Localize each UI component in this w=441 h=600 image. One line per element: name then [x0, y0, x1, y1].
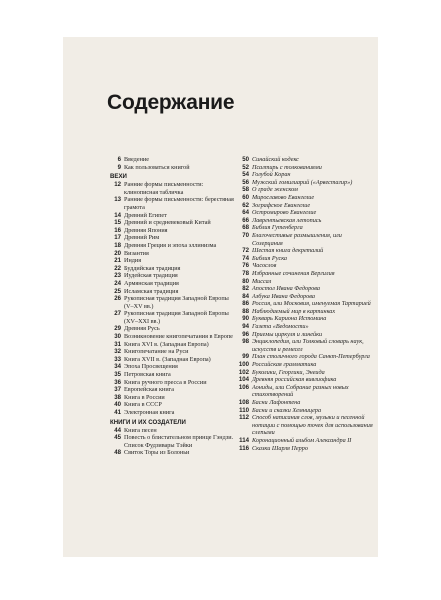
- toc-entry: [107, 234, 235, 242]
- page-number: 110: [239, 406, 249, 414]
- toc-entry: [232, 278, 374, 286]
- entry-title: Буддийская традиция: [124, 264, 181, 272]
- page-number: 104: [238, 376, 249, 384]
- entry-title: Способ написания слов, музыки и песенной нотации с помощью точек для использования слепыми: [252, 414, 373, 437]
- page-number: 74: [242, 254, 249, 262]
- toc-entry: [232, 247, 374, 255]
- entry-title: План столичного города Санкт-Петербурга: [252, 353, 370, 361]
- page-number: 13: [114, 196, 121, 204]
- toc-entry: [232, 331, 374, 339]
- toc-entry: [107, 250, 235, 258]
- toc-entry: [107, 434, 235, 449]
- page-number: 9: [117, 163, 121, 171]
- entry-title: Газета «Ведомости»: [252, 323, 309, 331]
- page-number: 14: [114, 211, 121, 219]
- entry-title: Голубой Коран: [252, 171, 291, 179]
- entry-title: Мужский гомилиарий («Арвестагир»): [252, 178, 353, 186]
- toc-entry: [232, 179, 374, 187]
- entry-title: Древняя Греция и эпоха эллинизма: [124, 241, 217, 249]
- entry-title: Книга XVII в. (Западная Европа): [124, 355, 211, 363]
- page-number: 106: [238, 383, 249, 391]
- entry-title: Букварь Кариона Истомина: [252, 315, 327, 323]
- page-number: 45: [114, 434, 121, 442]
- toc-entry: [232, 186, 374, 194]
- entry-title: Энциклопедия, или Толковый словарь наук, искусств и ремесел: [252, 338, 364, 353]
- page-number: 54: [242, 171, 249, 179]
- toc-entry: [107, 280, 235, 288]
- toc-entry: [232, 338, 374, 353]
- page-number: 64: [242, 209, 249, 217]
- page-number: 108: [238, 399, 249, 406]
- entry-title: Шестая книга декреталий: [252, 247, 324, 255]
- toc-entry: [107, 288, 235, 296]
- section-heading: КНИГИ И ИХ СОЗДАТЕЛИ: [110, 418, 186, 426]
- page-number: 37: [114, 386, 121, 394]
- entry-title: Введение: [124, 156, 149, 163]
- page-number: 27: [114, 310, 121, 318]
- page-number: 78: [242, 269, 249, 277]
- entry-title: Книга песен: [124, 426, 157, 434]
- toc-entry: [232, 209, 374, 217]
- entry-title: Псалтирь с толкованиями: [252, 163, 322, 171]
- entry-title: Часослов: [252, 262, 277, 270]
- entry-title: Книгопечатание на Руси: [124, 348, 189, 356]
- toc-entry: [107, 156, 235, 164]
- entry-title: Российская грамматика: [252, 361, 317, 369]
- entry-title: Басни и сказки Хемницера: [252, 406, 322, 414]
- entry-title: Наблюдаемый мир в картинках: [252, 307, 336, 315]
- page-number: 76: [242, 262, 249, 270]
- page-number: 29: [114, 325, 121, 333]
- toc-entry: [107, 181, 235, 196]
- toc-entry: [107, 164, 235, 172]
- page-number: 6: [117, 156, 121, 163]
- page-number: 25: [114, 287, 121, 295]
- entry-title: Рукописная традиция Западной Европы (XV–XXI вв.): [124, 310, 229, 325]
- toc-entry: [232, 353, 374, 361]
- toc-entry: [107, 356, 235, 364]
- toc-entry: [232, 171, 374, 179]
- toc-entry: [107, 371, 235, 379]
- entry-title: Лаврентьевская летопись: [252, 216, 322, 224]
- toc-entry: [232, 445, 374, 453]
- page-number: 82: [242, 285, 249, 293]
- toc-entry: [232, 300, 374, 308]
- page-number: 23: [114, 272, 121, 280]
- entry-title: Азбука Ивана Федорова: [252, 292, 315, 300]
- toc-entry: [232, 399, 374, 407]
- page-number: 34: [114, 363, 121, 371]
- entry-title: Остромирово Евангелие: [252, 209, 317, 217]
- page-number: 24: [114, 279, 121, 287]
- toc-entry: [232, 217, 374, 225]
- page-number: 90: [242, 315, 249, 323]
- page-number: 80: [242, 277, 249, 285]
- entry-title: Благочестивые размышления, или Созерцания: [252, 231, 342, 247]
- entry-title: Апостол Ивана Федорова: [252, 285, 320, 293]
- entry-title: Европейская книга: [124, 386, 174, 394]
- toc-entry: [232, 262, 374, 270]
- toc-entry: [107, 341, 235, 349]
- entry-title: Библия Руска: [252, 254, 288, 262]
- toc-entry: [107, 333, 235, 341]
- toc-entry: [107, 265, 235, 273]
- page-number: 32: [114, 348, 121, 356]
- entry-title: Древняя российская вивлиофика: [252, 376, 337, 384]
- page-number: 33: [114, 355, 121, 363]
- entry-title: Древняя Япония: [124, 226, 168, 234]
- page-number: 50: [242, 156, 249, 163]
- entry-title: Свиток Торы из Болоньи: [124, 449, 190, 457]
- entry-title: Книга ручного пресса в России: [124, 378, 207, 386]
- entry-title: Рукописная традиция Западной Европы (V–XV вв.): [124, 295, 229, 310]
- page-number: 15: [114, 219, 121, 227]
- page-number: 31: [114, 340, 121, 348]
- toc-entry: [107, 196, 235, 211]
- entry-title: Повесть о блистательном принце Гэндзи. Список Фудзивары Тэйки: [124, 434, 234, 449]
- toc-entry: [107, 363, 235, 371]
- toc-entry: [107, 386, 235, 394]
- entry-title: Как пользоваться книгой: [124, 163, 190, 171]
- toc-entry: [107, 257, 235, 265]
- entry-title: Избранные сочинения Вергилия: [252, 269, 335, 277]
- page-number: 22: [114, 264, 121, 272]
- page-number: 12: [114, 181, 121, 189]
- entry-title: О граде женском: [252, 186, 298, 194]
- page-number: 52: [242, 163, 249, 171]
- toc-entry: [232, 369, 374, 377]
- page-number: 35: [114, 371, 121, 379]
- toc-entry: [232, 255, 374, 263]
- page-number: 36: [114, 378, 121, 386]
- toc-entry: [232, 270, 374, 278]
- toc-entry: [107, 409, 235, 417]
- toc-entry: [232, 224, 374, 232]
- page-number: 88: [242, 307, 249, 315]
- toc-entry: [232, 285, 374, 293]
- toc-entry: [232, 315, 374, 323]
- entry-title: Миссал: [252, 277, 272, 285]
- page-title: Содержание: [107, 91, 235, 114]
- page-number: 100: [238, 361, 249, 369]
- entry-title: Коронационный альбом Александра II: [252, 436, 352, 444]
- entry-title: Мирославово Евангелие: [252, 193, 315, 201]
- section-heading: ВЕХИ: [110, 173, 127, 181]
- entry-title: Древний Рим: [124, 234, 160, 242]
- toc-right-column: [232, 156, 374, 452]
- toc-entry: [232, 384, 374, 399]
- toc-entry: [232, 437, 374, 445]
- entry-title: Петровская книга: [124, 371, 171, 379]
- page-number: 114: [239, 436, 249, 444]
- entry-title: Электронная книга: [124, 409, 175, 416]
- toc-entry: [107, 227, 235, 235]
- page-number: 112: [239, 414, 249, 422]
- toc-entry: [107, 394, 235, 402]
- toc-entry: [232, 202, 374, 210]
- page-number: 48: [114, 449, 121, 457]
- entry-title: Древняя Русь: [124, 325, 160, 333]
- entry-title: Книга в России: [124, 393, 165, 401]
- toc-entry: [107, 427, 235, 435]
- page-number: 56: [242, 178, 249, 186]
- entry-title: Синайский кодекс: [252, 156, 299, 163]
- page-number: 102: [238, 368, 249, 376]
- toc-entry: [107, 348, 235, 356]
- page-number: 98: [242, 338, 249, 346]
- entry-title: Исламская традиция: [124, 287, 179, 295]
- entry-title: Иудейская традиция: [124, 272, 178, 280]
- toc-entry: [232, 407, 374, 415]
- page-number: 60: [242, 193, 249, 201]
- toc-entry: [107, 449, 235, 457]
- entry-title: Ранние формы письменности: клинописная табличка: [124, 181, 204, 196]
- entry-title: Ранние формы письменности: берестяная грамота: [124, 196, 234, 211]
- toc-left-column: [107, 156, 235, 457]
- toc-entry: [107, 295, 235, 310]
- page-number: 99: [242, 353, 249, 361]
- toc-entry: [107, 212, 235, 220]
- page-number: 86: [242, 300, 249, 308]
- toc-entry: [107, 401, 235, 409]
- page-number: 66: [242, 216, 249, 224]
- toc-entry: [232, 414, 374, 437]
- page-number: 62: [242, 201, 249, 209]
- page-number: 70: [242, 231, 249, 239]
- entry-title: Приемы циркуля и линейки: [252, 330, 323, 338]
- entry-title: Древний и средневековый Китай: [124, 219, 211, 227]
- toc-entry: [232, 164, 374, 172]
- page-number: 17: [114, 234, 121, 242]
- toc-entry: [107, 310, 235, 325]
- entry-title: Аониды, или Собрание разных новых стихотворений: [252, 383, 349, 399]
- entry-title: Зографское Евангелие: [252, 201, 311, 209]
- entry-title: Сказки Шарля Перро: [252, 444, 308, 452]
- page-number: 18: [114, 241, 121, 249]
- toc-entry: [232, 308, 374, 316]
- entry-title: Древний Египет: [124, 211, 167, 219]
- entry-title: Армянская традиция: [124, 279, 179, 287]
- toc-entry: [232, 194, 374, 202]
- entry-title: Библия Гутенберга: [252, 224, 303, 232]
- entry-title: Книга в СССР: [124, 401, 162, 409]
- page-number: 116: [239, 444, 249, 452]
- entry-title: Книга XVI в. (Западная Европа): [124, 340, 209, 348]
- page-number: 21: [114, 257, 121, 265]
- page-number: 58: [242, 186, 249, 194]
- toc-entry: [107, 219, 235, 227]
- page-number: 16: [114, 226, 121, 234]
- entry-title: Византия: [124, 249, 149, 257]
- page-number: 30: [114, 333, 121, 341]
- toc-entry: [107, 325, 235, 333]
- page-number: 41: [114, 409, 121, 416]
- page-number: 44: [114, 426, 121, 434]
- page-number: 20: [114, 249, 121, 257]
- page-number: 84: [242, 292, 249, 300]
- page-number: 72: [242, 247, 249, 255]
- toc-entry: [107, 242, 235, 250]
- page-number: 96: [242, 330, 249, 338]
- entry-title: Басни Лафонтена: [252, 399, 301, 406]
- toc-entry: [232, 156, 374, 164]
- page-number: 26: [114, 295, 121, 303]
- page-number: 94: [242, 323, 249, 331]
- entry-title: Россия, или Московия, именуемая Тартарией: [252, 300, 371, 308]
- page-number: 40: [114, 401, 121, 409]
- entry-title: Эпоха Просвещения: [124, 363, 178, 371]
- toc-entry: [107, 379, 235, 387]
- toc-entry: [232, 293, 374, 301]
- toc-entry: [232, 323, 374, 331]
- page-number: 68: [242, 224, 249, 232]
- entry-title: Буколики, Георгики, Энеида: [252, 368, 325, 376]
- entry-title: Возникновение книгопечатания в Европе: [124, 333, 233, 341]
- toc-entry: [232, 376, 374, 384]
- entry-title: Индия: [124, 257, 142, 265]
- toc-entry: [232, 232, 374, 247]
- toc-entry: [107, 272, 235, 280]
- book-page: [63, 37, 378, 557]
- toc-entry: [232, 361, 374, 369]
- page-number: 38: [114, 393, 121, 401]
